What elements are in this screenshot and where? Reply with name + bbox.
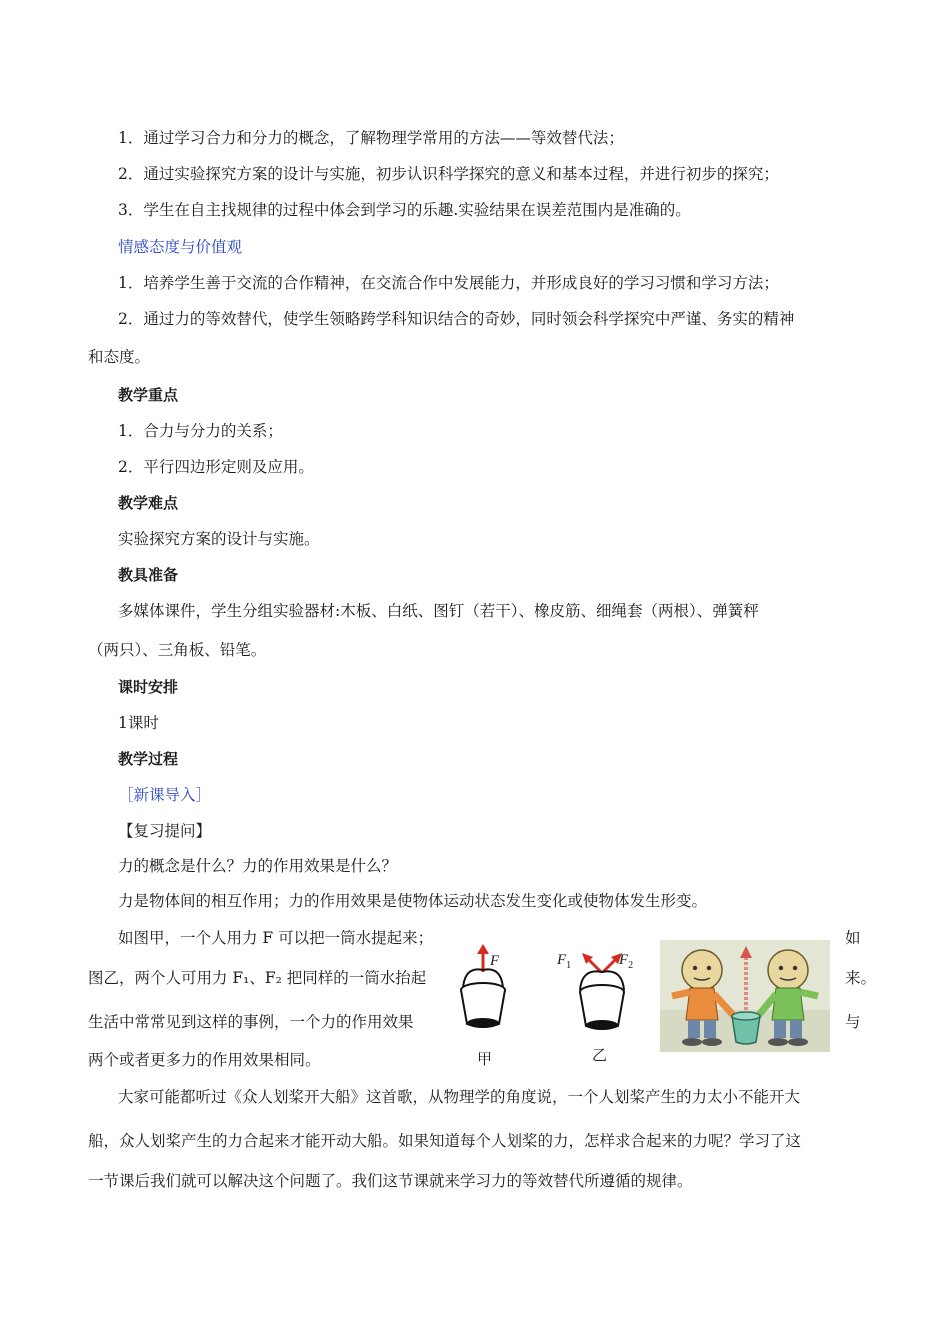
intro-label: ［新课导入］ bbox=[118, 786, 212, 804]
key-points-heading: 教学重点 bbox=[118, 386, 179, 404]
paragraph-line-3: 一节课后我们就可以解决这个问题了。我们这节课就来学习力的等效替代所遵循的规律。 bbox=[88, 1172, 693, 1190]
objective-3: 3．学生在自主找规律的过程中体会到学习的乐趣.实验结果在误差范围内是准确的。 bbox=[118, 201, 691, 219]
bucket-bottom bbox=[586, 1020, 618, 1030]
objective-1: 1．通过学习合力和分力的概念，了解物理学常用的方法——等效替代法； bbox=[118, 129, 624, 147]
bucket-bottom bbox=[467, 1018, 499, 1028]
difficulty-text: 实验探究方案的设计与实施。 bbox=[118, 530, 320, 548]
process-heading: 教学过程 bbox=[118, 750, 179, 768]
key-point-1: 1．合力与分力的关系； bbox=[118, 422, 283, 440]
difficulty-heading: 教学难点 bbox=[118, 494, 179, 512]
materials-heading: 教具准备 bbox=[118, 566, 179, 584]
attitude-item-2-cont: 和态度。 bbox=[88, 348, 151, 366]
schedule-heading: 课时安排 bbox=[118, 678, 179, 696]
materials-line-1: 多媒体课件，学生分组实验器材:木板、白纸、图钉（若干）、橡皮筋、细绳套（两根）、弹簧秤 bbox=[118, 602, 759, 620]
figure-text-1: 如图甲，一个人用力 F 可以把一筒水提起来； bbox=[118, 929, 434, 947]
caption-yi: 乙 bbox=[592, 1046, 608, 1064]
figure-text-4: 两个或者更多力的作用效果相同。 bbox=[88, 1051, 321, 1069]
attitude-heading: 情感态度与价值观 bbox=[118, 238, 243, 256]
review-question: 力的概念是什么？力的作用效果是什么？ bbox=[118, 857, 398, 875]
paragraph-line-1: 大家可能都听过《众人划桨开大船》这首歌，从物理学的角度说，一个人划桨产生的力太小不能开大 bbox=[118, 1088, 801, 1106]
attitude-item-1: 1．培养学生善于交流的合作精神，在交流合作中发展能力，并形成良好的学习习惯和学习方法； bbox=[118, 274, 779, 292]
objective-2: 2．通过实验探究方案的设计与实施，初步认识科学探究的意义和基本过程，并进行初步的探究； bbox=[118, 165, 779, 183]
key-point-2: 2．平行四边形定则及应用。 bbox=[118, 458, 314, 476]
force-label-F2: $F_2$ bbox=[619, 952, 634, 971]
review-answer: 力是物体间的相互作用；力的作用效果是使物体运动状态发生变化或使物体发生形变。 bbox=[118, 892, 708, 910]
cartoon-bucket bbox=[732, 1012, 760, 1044]
caption-jia: 甲 bbox=[477, 1050, 493, 1068]
figure-text-3-right: 与 bbox=[845, 1013, 861, 1031]
figure-text-1-right: 如 bbox=[845, 929, 861, 947]
force-label-F: F bbox=[490, 953, 500, 969]
attitude-item-2: 2．通过力的等效替代，使学生领略跨学科知识结合的奇妙，同时领会科学探究中严谨、务实的精神 bbox=[118, 310, 795, 328]
materials-line-2: （两只）、三角板、铅笔。 bbox=[88, 641, 267, 659]
review-label: 【复习提问】 bbox=[118, 822, 212, 840]
force-arrow-jia bbox=[477, 944, 489, 972]
figure-text-2-right: 来。 bbox=[845, 969, 877, 987]
figure-text-3: 生活中常常见到这样的事例，一个力的作用效果 bbox=[88, 1013, 414, 1031]
figure-text-2: 图乙，两个人可用力 F₁、F₂ 把同样的一筒水抬起 bbox=[88, 969, 427, 987]
force-arrow-yi-left bbox=[582, 953, 601, 972]
force-label-F1: $F_1$ bbox=[557, 952, 572, 971]
schedule-text: 1课时 bbox=[118, 714, 159, 732]
cartoon-illustration bbox=[660, 940, 830, 1052]
paragraph-line-2: 船，众人划桨产生的力合起来才能开动大船。如果知道每个人划桨的力，怎样求合起来的力呢？学习了这 bbox=[88, 1132, 802, 1150]
bucket-yi-figure bbox=[568, 948, 648, 1038]
